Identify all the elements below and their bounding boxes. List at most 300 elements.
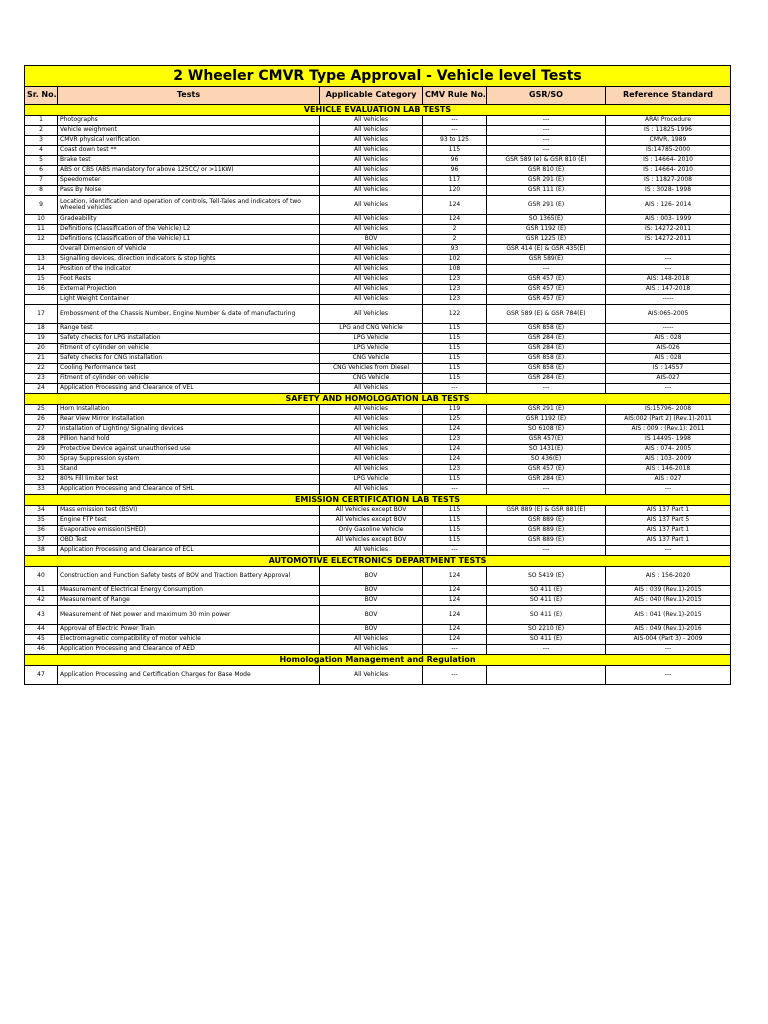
table-row [25, 136, 731, 146]
table-row [25, 186, 731, 196]
reference-cell: --- [606, 265, 731, 275]
gsr-cell: GSR 889 (E) [487, 526, 606, 536]
table-row [25, 384, 731, 394]
reference-cell: AIS-026 [606, 344, 731, 354]
reference-cell: --- [606, 666, 731, 685]
test-cell: Coast down test ** [58, 146, 320, 156]
rule-cell: 123 [423, 275, 487, 285]
rule-cell: --- [423, 116, 487, 126]
reference-cell: CMVR, 1989 [606, 136, 731, 146]
category-cell: All Vehicles [320, 445, 423, 455]
category-cell: All Vehicles [320, 176, 423, 186]
gsr-cell: GSR 291 (E) [487, 176, 606, 186]
reference-cell: ----- [606, 295, 731, 305]
sr-cell: 40 [25, 567, 58, 586]
test-cell: Safety checks for CNG installation [58, 354, 320, 364]
section-title: AUTOMOTIVE ELECTRONICS DEPARTMENT TESTS [25, 556, 731, 567]
gsr-cell: SO 1365(E) [487, 215, 606, 225]
rule-cell: 93 [423, 245, 487, 255]
test-cell: Vehicle weighment [58, 126, 320, 136]
category-cell: All Vehicles [320, 275, 423, 285]
sr-cell: 20 [25, 344, 58, 354]
test-cell: Construction and Function Safety tests of BOV and Traction Battery Approval [58, 567, 320, 586]
rule-cell: --- [423, 384, 487, 394]
category-cell: All Vehicles [320, 136, 423, 146]
category-cell: All Vehicles except BOV [320, 506, 423, 516]
test-cell: Pass By Noise [58, 186, 320, 196]
category-cell: All Vehicles [320, 126, 423, 136]
reference-cell: IS : 14664- 2010 [606, 156, 731, 166]
category-cell: BOV [320, 586, 423, 596]
test-cell: Overall Dimension of Vehicle [58, 245, 320, 255]
rule-cell: 96 [423, 156, 487, 166]
test-cell: Cooling Performance test [58, 364, 320, 374]
table-row [25, 196, 731, 215]
test-cell: CMVR physical verification [58, 136, 320, 146]
reference-cell: AIS: 148-2018 [606, 275, 731, 285]
rule-cell: 120 [423, 186, 487, 196]
gsr-cell: --- [487, 384, 606, 394]
sr-cell [25, 295, 58, 305]
gsr-cell: GSR 810 (E) [487, 166, 606, 176]
test-cell: Spray Suppression system [58, 455, 320, 465]
gsr-cell: GSR 457(E) [487, 435, 606, 445]
sr-cell: 11 [25, 225, 58, 235]
reference-cell: IS:15796- 2008 [606, 405, 731, 415]
reference-cell: AIS : 126- 2014 [606, 196, 731, 215]
gsr-cell: GSR 457 (E) [487, 465, 606, 475]
sr-cell: 15 [25, 275, 58, 285]
reference-cell: AIS : 156-2020 [606, 567, 731, 586]
sr-cell: 10 [25, 215, 58, 225]
category-cell: All Vehicles [320, 225, 423, 235]
gsr-cell: GSR 457 (E) [487, 285, 606, 295]
test-cell: Range test [58, 324, 320, 334]
sr-cell: 14 [25, 265, 58, 275]
sr-cell: 21 [25, 354, 58, 364]
test-cell: Location, identification and operation of controls, Tell-Tales and indicators of two wheeled vehicles [58, 196, 320, 215]
gsr-cell: SO 411 (E) [487, 635, 606, 645]
reference-cell: AIS : 103- 2009 [606, 455, 731, 465]
test-cell: Rear View Mirror Installation [58, 415, 320, 425]
page-title: 2 Wheeler CMVR Type Approval - Vehicle level Tests [25, 66, 731, 87]
rule-cell: --- [423, 546, 487, 556]
gsr-cell: GSR 589(E) [487, 255, 606, 265]
sr-cell: 18 [25, 324, 58, 334]
gsr-cell: GSR 889 (E) [487, 516, 606, 526]
rule-cell: 115 [423, 354, 487, 364]
table-row [25, 166, 731, 176]
gsr-cell: --- [487, 485, 606, 495]
rule-cell: 124 [423, 596, 487, 606]
rule-cell: --- [423, 126, 487, 136]
rule-cell: 115 [423, 516, 487, 526]
section-header-row [25, 394, 731, 405]
test-cell: Application Processing and Clearance of AED [58, 645, 320, 655]
test-cell: Horn Installation [58, 405, 320, 415]
test-cell: External Projection [58, 285, 320, 295]
reference-cell: AIS 137 Part 1 [606, 536, 731, 546]
test-cell: Application Processing and Certification Charges for Base Mode [58, 666, 320, 685]
sr-cell [25, 245, 58, 255]
table-row [25, 506, 731, 516]
rule-cell: 115 [423, 536, 487, 546]
reference-cell: AIS-027 [606, 374, 731, 384]
gsr-cell [487, 666, 606, 685]
test-cell: 80% Fill limiter test [58, 475, 320, 485]
rule-cell: 115 [423, 475, 487, 485]
test-cell: Safety checks for LPG installation [58, 334, 320, 344]
category-cell: BOV [320, 625, 423, 635]
sr-cell: 26 [25, 415, 58, 425]
table-body [25, 66, 731, 685]
table-row [25, 625, 731, 635]
rule-cell: 124 [423, 445, 487, 455]
reference-cell: AIS:002 (Part 2) (Rev.1)-2011 [606, 415, 731, 425]
table-row [25, 465, 731, 475]
sr-cell: 4 [25, 146, 58, 156]
spreadsheet [24, 65, 730, 685]
reference-cell: IS: 14272-2011 [606, 235, 731, 245]
rule-cell: 115 [423, 374, 487, 384]
category-cell: All Vehicles [320, 255, 423, 265]
gsr-cell: --- [487, 116, 606, 126]
section-title: EMISSION CERTIFICATION LAB TESTS [25, 495, 731, 506]
rule-cell: 2 [423, 225, 487, 235]
sr-cell: 6 [25, 166, 58, 176]
sr-cell: 13 [25, 255, 58, 265]
sr-cell: 43 [25, 606, 58, 625]
category-cell: BOV [320, 567, 423, 586]
test-cell: Position of the indicator [58, 265, 320, 275]
gsr-cell: GSR 291 (E) [487, 196, 606, 215]
rule-cell: 124 [423, 606, 487, 625]
rule-cell: --- [423, 485, 487, 495]
reference-cell: AIS : 028 [606, 334, 731, 344]
title-row [25, 66, 731, 87]
rule-cell: 115 [423, 364, 487, 374]
table-row [25, 116, 731, 126]
table-row [25, 445, 731, 455]
rule-cell: 115 [423, 506, 487, 516]
gsr-cell: GSR 589 (E) & GSR 784(E) [487, 305, 606, 324]
table-row [25, 176, 731, 186]
category-cell: All Vehicles [320, 305, 423, 324]
test-cell: Measurement of Electrical Energy Consumption [58, 586, 320, 596]
table-row [25, 225, 731, 235]
category-cell: All Vehicles [320, 405, 423, 415]
table-row [25, 324, 731, 334]
table-row [25, 146, 731, 156]
sr-cell: 47 [25, 666, 58, 685]
gsr-cell: GSR 889 (E) [487, 536, 606, 546]
category-cell: All Vehicles [320, 116, 423, 126]
test-cell: Foot Rests [58, 275, 320, 285]
category-cell: All Vehicles [320, 455, 423, 465]
gsr-cell: GSR 1225 (E) [487, 235, 606, 245]
reference-cell: AIS : 009 : (Rev.1): 2011 [606, 425, 731, 435]
rule-cell: 124 [423, 215, 487, 225]
table-row [25, 485, 731, 495]
category-cell: Only Gasoline Vehicle [320, 526, 423, 536]
rule-cell: 124 [423, 567, 487, 586]
col-header-gsr: GSR/SO [487, 87, 606, 105]
gsr-cell: GSR 858 (E) [487, 364, 606, 374]
test-cell: Installation of Lighting/ Signaling devices [58, 425, 320, 435]
table-row [25, 334, 731, 344]
reference-cell: --- [606, 384, 731, 394]
category-cell: All Vehicles [320, 435, 423, 445]
test-cell: Embossment of the Chassis Number, Engine Number & date of manufacturing [58, 305, 320, 324]
table-row [25, 455, 731, 465]
gsr-cell: SO 436(E) [487, 455, 606, 465]
test-cell: Definitions (Classification of the Vehicle) L2 [58, 225, 320, 235]
category-cell: CNG Vehicle [320, 374, 423, 384]
test-cell: Mass emission test (BSVI) [58, 506, 320, 516]
sr-cell: 41 [25, 586, 58, 596]
reference-cell: IS : 3028- 1998 [606, 186, 731, 196]
gsr-cell: GSR 111 (E) [487, 186, 606, 196]
rule-cell: 124 [423, 625, 487, 635]
rule-cell: 122 [423, 305, 487, 324]
col-header-tests: Tests [58, 87, 320, 105]
category-cell: All Vehicles [320, 196, 423, 215]
table-row [25, 305, 731, 324]
sr-cell: 1 [25, 116, 58, 126]
reference-cell: AIS-004 (Part 3) - 2009 [606, 635, 731, 645]
category-cell: All Vehicles [320, 285, 423, 295]
reference-cell: AIS : 049 (Rev.1)-2016 [606, 625, 731, 635]
table-row [25, 374, 731, 384]
sr-cell: 17 [25, 305, 58, 324]
reference-cell: AIS : 028 [606, 354, 731, 364]
header-row [25, 87, 731, 105]
sr-cell: 30 [25, 455, 58, 465]
reference-cell: IS : 14664- 2010 [606, 166, 731, 176]
section-header-row [25, 556, 731, 567]
test-cell: Fitment of cylinder on vehicle [58, 344, 320, 354]
sr-cell: 16 [25, 285, 58, 295]
gsr-cell: GSR 889 (E) & GSR 881(E) [487, 506, 606, 516]
rule-cell: 2 [423, 235, 487, 245]
table-row [25, 606, 731, 625]
category-cell: All Vehicles [320, 425, 423, 435]
rule-cell: 115 [423, 344, 487, 354]
section-title: SAFETY AND HOMOLOGATION LAB TESTS [25, 394, 731, 405]
rule-cell: 96 [423, 166, 487, 176]
table-row [25, 364, 731, 374]
rule-cell: 117 [423, 176, 487, 186]
table-row [25, 567, 731, 586]
test-cell: Engine FTP test [58, 516, 320, 526]
category-cell: All Vehicles except BOV [320, 516, 423, 526]
reference-cell: IS: 14272-2011 [606, 225, 731, 235]
category-cell: LPG and CNG Vehicle [320, 324, 423, 334]
test-cell: Photographs [58, 116, 320, 126]
table-row [25, 265, 731, 275]
category-cell: LPG Vehicle [320, 475, 423, 485]
reference-cell: AIS : 039 (Rev.1)-2015 [606, 586, 731, 596]
rule-cell: 124 [423, 425, 487, 435]
test-cell: Approval of Electric Power Train [58, 625, 320, 635]
gsr-cell: --- [487, 265, 606, 275]
table-row [25, 596, 731, 606]
gsr-cell: --- [487, 146, 606, 156]
rule-cell: 119 [423, 405, 487, 415]
table-row [25, 126, 731, 136]
category-cell: All Vehicles [320, 384, 423, 394]
rule-cell: 108 [423, 265, 487, 275]
gsr-cell: SO 6108 (E) [487, 425, 606, 435]
reference-cell: AIS : 041 (Rev.1)-2015 [606, 606, 731, 625]
gsr-cell: SO 1431(E) [487, 445, 606, 455]
sr-cell: 25 [25, 405, 58, 415]
gsr-cell: GSR 284 (E) [487, 475, 606, 485]
gsr-cell: GSR 291 (E) [487, 405, 606, 415]
reference-cell: ARAI Procedure [606, 116, 731, 126]
reference-cell: --- [606, 645, 731, 655]
test-cell: OBD Test [58, 536, 320, 546]
rule-cell: 115 [423, 526, 487, 536]
reference-cell: --- [606, 485, 731, 495]
test-cell: Application Processing and Clearance of VEL [58, 384, 320, 394]
reference-cell: ----- [606, 324, 731, 334]
category-cell: All Vehicles [320, 465, 423, 475]
section-title: Homologation Management and Regulation [25, 655, 731, 666]
table-row [25, 475, 731, 485]
reference-cell: AIS 137 Part 1 [606, 506, 731, 516]
reference-cell: AIS : 040 (Rev.1)-2015 [606, 596, 731, 606]
category-cell: All Vehicles [320, 215, 423, 225]
category-cell: BOV [320, 596, 423, 606]
rule-cell: --- [423, 645, 487, 655]
sr-cell: 24 [25, 384, 58, 394]
table-row [25, 255, 731, 265]
test-table [24, 65, 731, 685]
sr-cell: 44 [25, 625, 58, 635]
test-cell: ABS or CBS (ABS mandatory for above 125CC/ or >11KW) [58, 166, 320, 176]
gsr-cell: --- [487, 126, 606, 136]
section-header-row [25, 655, 731, 666]
table-row [25, 666, 731, 685]
reference-cell: AIS 137 Part 5 [606, 516, 731, 526]
sr-cell: 42 [25, 596, 58, 606]
gsr-cell: --- [487, 645, 606, 655]
reference-cell: IS : 11825-1996 [606, 126, 731, 136]
table-row [25, 546, 731, 556]
reference-cell: IS : 11827-2008 [606, 176, 731, 186]
table-row [25, 354, 731, 364]
test-cell: Gradeability [58, 215, 320, 225]
gsr-cell: GSR 457 (E) [487, 295, 606, 305]
reference-cell: --- [606, 255, 731, 265]
test-cell: Fitment of cylinder on vehicle [58, 374, 320, 384]
gsr-cell: GSR 858 (E) [487, 324, 606, 334]
gsr-cell: GSR 1192 (E) [487, 415, 606, 425]
sr-cell: 27 [25, 425, 58, 435]
test-cell: Stand [58, 465, 320, 475]
sr-cell: 7 [25, 176, 58, 186]
test-cell: Electromagnetic compatibility of motor vehicle [58, 635, 320, 645]
category-cell: LPG Vehicle [320, 334, 423, 344]
reference-cell: AIS : 003- 1999 [606, 215, 731, 225]
sr-cell: 31 [25, 465, 58, 475]
rule-cell: 123 [423, 465, 487, 475]
table-row [25, 245, 731, 255]
gsr-cell: GSR 1192 (E) [487, 225, 606, 235]
section-title: VEHICLE EVALUATION LAB TESTS [25, 105, 731, 116]
gsr-cell: SO 411 (E) [487, 606, 606, 625]
section-header-row [25, 495, 731, 506]
category-cell: All Vehicles [320, 645, 423, 655]
rule-cell: 125 [423, 415, 487, 425]
table-row [25, 435, 731, 445]
category-cell: BOV [320, 235, 423, 245]
table-row [25, 516, 731, 526]
category-cell: All Vehicles [320, 635, 423, 645]
table-row [25, 536, 731, 546]
gsr-cell: GSR 858 (E) [487, 354, 606, 364]
table-row [25, 275, 731, 285]
rule-cell: 124 [423, 586, 487, 596]
rule-cell: 124 [423, 196, 487, 215]
rule-cell: 115 [423, 334, 487, 344]
rule-cell: --- [423, 666, 487, 685]
gsr-cell: SO 2210 (E) [487, 625, 606, 635]
test-cell: Signalling devices, direction indicators & stop lights [58, 255, 320, 265]
reference-cell [606, 245, 731, 255]
sr-cell: 36 [25, 526, 58, 536]
reference-cell: --- [606, 546, 731, 556]
rule-cell: 93 to 125 [423, 136, 487, 146]
col-header-sr: Sr. No. [25, 87, 58, 105]
table-row [25, 425, 731, 435]
reference-cell: AIS : 147-2018 [606, 285, 731, 295]
test-cell: Brake test [58, 156, 320, 166]
category-cell: All Vehicles [320, 146, 423, 156]
col-header-rule: CMV Rule No. [423, 87, 487, 105]
sr-cell: 23 [25, 374, 58, 384]
sr-cell: 46 [25, 645, 58, 655]
table-row [25, 295, 731, 305]
category-cell: All Vehicles [320, 415, 423, 425]
category-cell: All Vehicles [320, 546, 423, 556]
category-cell: LPG Vehicle [320, 344, 423, 354]
gsr-cell: GSR 457 (E) [487, 275, 606, 285]
sr-cell: 2 [25, 126, 58, 136]
gsr-cell: --- [487, 136, 606, 146]
table-row [25, 586, 731, 596]
section-header-row [25, 105, 731, 116]
table-row [25, 344, 731, 354]
rule-cell: 102 [423, 255, 487, 265]
col-header-category: Applicable Category [320, 87, 423, 105]
sr-cell: 35 [25, 516, 58, 526]
sr-cell: 29 [25, 445, 58, 455]
test-cell: Light Weight Container [58, 295, 320, 305]
sr-cell: 37 [25, 536, 58, 546]
gsr-cell: GSR 284 (E) [487, 334, 606, 344]
rule-cell: 123 [423, 295, 487, 305]
sr-cell: 5 [25, 156, 58, 166]
sr-cell: 33 [25, 485, 58, 495]
test-cell: Application Processing and Clearance of ECL [58, 546, 320, 556]
col-header-reference: Reference Standard [606, 87, 731, 105]
gsr-cell: SO 5419 (E) [487, 567, 606, 586]
category-cell: CNG Vehicle [320, 354, 423, 364]
sr-cell: 8 [25, 186, 58, 196]
sr-cell: 32 [25, 475, 58, 485]
